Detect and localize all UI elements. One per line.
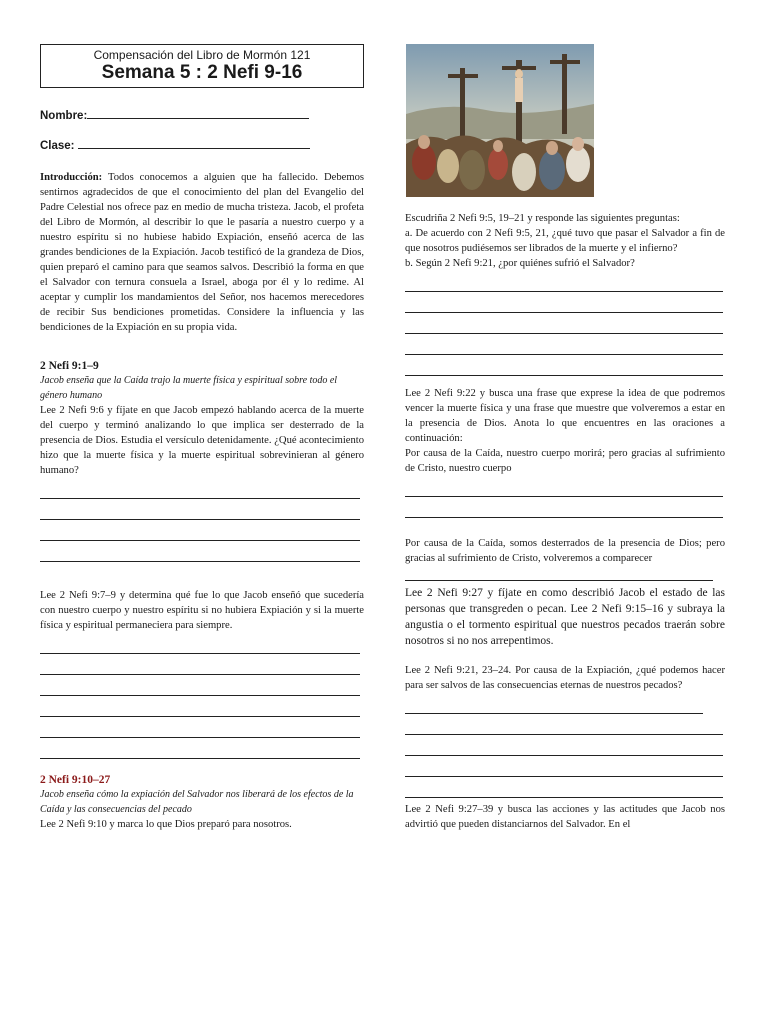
answer-line[interactable] bbox=[405, 292, 723, 313]
class-blank[interactable] bbox=[78, 138, 310, 149]
section-title-9-10-27: 2 Nefi 9:10–27 bbox=[40, 774, 111, 786]
course-subtitle: Compensación del Libro de Mormón 121 bbox=[93, 48, 311, 62]
intro-paragraph bbox=[40, 170, 364, 335]
answer-lines-9-6[interactable] bbox=[40, 478, 364, 562]
answer-line[interactable] bbox=[405, 756, 723, 777]
answer-line[interactable] bbox=[40, 675, 360, 696]
answer-line[interactable] bbox=[40, 499, 360, 520]
class-field[interactable] bbox=[40, 138, 364, 152]
answer-line[interactable] bbox=[40, 541, 360, 562]
answer-line[interactable] bbox=[405, 334, 723, 355]
answer-line[interactable] bbox=[40, 520, 360, 541]
answer-lines-body[interactable] bbox=[405, 476, 725, 518]
answer-line[interactable] bbox=[405, 714, 723, 735]
answer-line[interactable] bbox=[405, 566, 713, 581]
intro-text: Todos conocemos a alguien que ha fallecido. Debemos sentirnos agradecidos de que el conocimiento del plan del Evangelio del Padre Celestial nos ofrece paz en medio de mucha tristeza. Jacob, el profeta del Libro de Mormón, al describir lo que le pasaría a nuestro cuerpo y a nuestro espíritu si no hubiese habido Expiación, enseñó acerca de las grandes bendiciones de la Expiación. Jacob testificó de la grandeza de Dios, quien preparó el camino para que seamos salvos. Describió la forma en que el Salvador con ternura consuela a Israel, aboga por él y lo redime. Al aceptar y cumplir los mandamientos del Señor, nos hacemos merecedores de recibir Sus bendiciones prometidas. Considere la influencia y las bendiciones de la Expiación en su propia vida. bbox=[40, 172, 364, 333]
answer-line[interactable] bbox=[405, 735, 723, 756]
question-9-7-9: Lee 2 Nefi 9:7–9 y determina qué fue lo que Jacob enseñó que sucedería con nuestro cuerpo y nuestro espíritu si no hubiera Expiación y si la muerte física y espiritual permaneciera para siempre. bbox=[40, 590, 364, 631]
left-column bbox=[40, 44, 364, 832]
question-a: a. De acuerdo con 2 Nefi 9:5, 21, ¿qué tuvo que pasar el Salvador a fin de que nosotros pudiésemos ser librados de la muerte y el infierno? bbox=[405, 228, 725, 254]
question-9-27-39: Lee 2 Nefi 9:27–39 y busca las acciones y las actitudes que Jacob nos advirtió que pueden distanciarnos del Salvador. En el bbox=[405, 804, 725, 830]
worksheet-header bbox=[40, 44, 364, 88]
name-label: Nombre: bbox=[40, 110, 88, 122]
question-9-21-23-24: Lee 2 Nefi 9:21, 23–24. Por causa de la Expiación, ¿qué podemos hacer para ser salvos de las consecuencias eternas de nuestros pecados? bbox=[405, 665, 725, 691]
question-9-10: Lee 2 Nefi 9:10 y marca lo que Dios preparó para nosotros. bbox=[40, 819, 292, 830]
name-blank[interactable] bbox=[87, 108, 309, 119]
section-title-9-1-9: 2 Nefi 9:1–9 bbox=[40, 360, 99, 372]
name-field[interactable] bbox=[40, 108, 364, 122]
section-subtitle-9-10-27: Jacob enseña cómo la expiación del Salvador nos liberará de los efectos de la Caída y las consecuencias del pecado bbox=[40, 789, 354, 815]
answer-lines-9-21[interactable] bbox=[405, 693, 725, 798]
answer-line[interactable] bbox=[40, 696, 360, 717]
answer-line[interactable] bbox=[405, 693, 703, 714]
question-9-22: Lee 2 Nefi 9:22 y busca una frase que exprese la idea de que podremos vencer la muerte física y una frase que muestre que volveremos a estar en la presencia de Dios. Anota lo que encuentres en las oraciones a continuación: bbox=[405, 388, 725, 444]
right-column bbox=[405, 44, 725, 832]
answer-lines-9-5[interactable] bbox=[405, 271, 725, 376]
answer-line[interactable] bbox=[40, 717, 360, 738]
crucifixion-painting-icon bbox=[406, 44, 725, 197]
answer-line[interactable] bbox=[40, 478, 360, 499]
class-label: Clase: bbox=[40, 140, 75, 152]
answer-line[interactable] bbox=[405, 271, 723, 292]
intro-label: Introducción: bbox=[40, 172, 103, 183]
question-b: b. Según 2 Nefi 9:21, ¿por quiénes sufrió el Salvador? bbox=[405, 258, 635, 269]
answer-line[interactable] bbox=[405, 497, 723, 518]
answer-line[interactable] bbox=[405, 313, 723, 334]
fill-in-presence: Por causa de la Caída, somos desterrados de la presencia de Dios; pero gracias al sufrimiento de Cristo, volveremos a comparecer bbox=[405, 538, 725, 564]
answer-line[interactable] bbox=[40, 633, 360, 654]
answer-line[interactable] bbox=[405, 355, 723, 376]
question-9-6: Lee 2 Nefi 9:6 y fíjate en que Jacob empezó hablando acerca de la muerte del cuerpo y terminó analizando lo que implica ser desterrado de la presencia de Dios. Estudia el versículo detenidamente. ¿Qué acontecimiento hizo que la muerte física y la muerte espiritual sobrevinieran al género humano? bbox=[40, 405, 364, 476]
answer-line[interactable] bbox=[40, 738, 360, 759]
answer-line[interactable] bbox=[405, 476, 723, 497]
answer-line[interactable] bbox=[405, 777, 723, 798]
question-9-27: Lee 2 Nefi 9:27 y fíjate en como describió Jacob el estado de las personas que transgreden o pecan. Lee 2 Nefi 9:15–16 y subraya la angustia o el tormento espiritual que nuestros pecados traerán sobre nosotros si no nos arrepentimos. bbox=[405, 587, 725, 647]
page-title: Semana 5 : 2 Nefi 9-16 bbox=[101, 62, 303, 83]
question-intro-9-5: Escudriña 2 Nefi 9:5, 19–21 y responde las siguientes preguntas: bbox=[405, 213, 680, 224]
fill-in-body: Por causa de la Caída, nuestro cuerpo morirá; pero gracias al sufrimiento de Cristo, nuestro cuerpo bbox=[405, 448, 725, 474]
answer-lines-9-7-9[interactable] bbox=[40, 633, 364, 759]
answer-line[interactable] bbox=[40, 654, 360, 675]
section-subtitle-9-1-9: Jacob enseña que la Caída trajo la muerte física y espiritual sobre todo el género humano bbox=[40, 375, 338, 401]
